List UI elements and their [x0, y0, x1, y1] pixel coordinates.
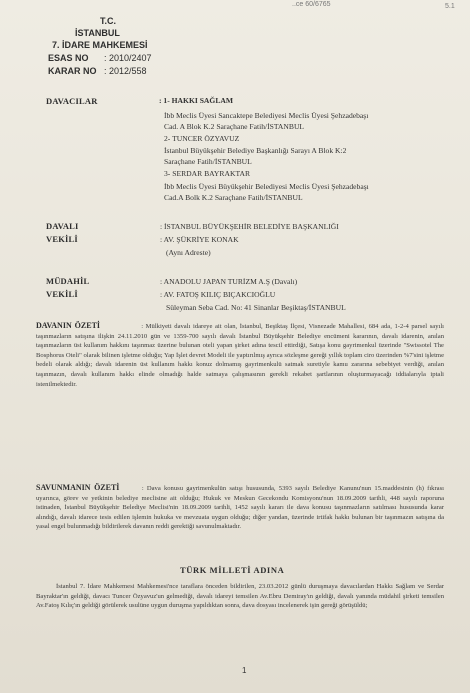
defendant-label: DAVALI — [46, 221, 79, 231]
intervener-counsel-label: VEKİLİ — [46, 289, 78, 299]
case-summary-text: : Mülkiyeti davalı idareye ait olan, İstanbul, Beşiktaş İlçesi, Visnezade Mahallesi, 684 ada, 1-2-4 parsel sayılı taşınmazların satışına ilişkin 24.11.2010 gün ve 1359-700 sayılı davalı İstanbul Büyükşehir Belediye encümeni kararının, davalı idarenin, anılan taşınmazların üst kullanım hakkını taşınmaz üzerine bulunan oteli yapan şirket adına tescil ettirdiği, Satışa konu gayrimenkul üzerinde "Swissotel The Bosphorus Oteli" olarak bilinen işletme olduğu; Yap İşlet devret Modeli ile yaptırılmış ayrıca sözleşme gereği yıllık toplam ciro üzerinden %7'sini işletme bedeli olarak aldığı; davalı idarenin üst kullanım hakkı konuz dolmamış gayrimenkulü satmak suretiyle kamu zararına sebebiyet verdiği, anılan taşınmazın, davalı kullanım hakkı elinde olmadığı halde satmaya çalışmasının gerekli rekabet şartlarının oluşturmayacağı iddialarıyla iptali istenilmektedir. — [36, 323, 444, 388]
intervener-label: MÜDAHİL — [46, 276, 90, 286]
intervener-counsel-address: Süleyman Seba Cad. No: 41 Sinanlar Beşiktaş/İSTANBUL — [166, 303, 346, 312]
defendant-counsel-name: : AV. ŞÜKRİYE KONAK — [160, 235, 239, 244]
karar-label: KARAR NO — [48, 66, 97, 76]
defendant-counsel-label: VEKİLİ — [46, 234, 78, 244]
header-court: 7. İDARE MAHKEMESİ — [52, 40, 148, 50]
defendant-name: : İSTANBUL BÜYÜKŞEHİR BELEDİYE BAŞKANLIĞI — [160, 222, 339, 231]
plaintiffs-label: DAVACILAR — [46, 96, 98, 106]
page-number: 1 — [242, 666, 247, 675]
esas-value: : 2010/2407 — [104, 53, 152, 63]
case-summary — [36, 321, 444, 389]
plaintiff-3-address-2: Cad.A Bolk K.2 Saraçhane Fatih/İSTANBUL — [164, 193, 303, 202]
verdict-text: İstanbul 7. İdare Mahkemesi Mahkemesi'nce taraflara önceden bildirilen, 23.03.2012 günlü duruşmaya davacılardan Hakkı Sağlam ve Serdar Bayraktar'ın geldiği, davacı Tuncer Özyavuz'un gelmediği, davalı idareyi temsilen Av.Ebru Demiray'ın geldiği, davalı yanında müdahil şirketi temsilen Av.Fatoş Kılıç'ın geldiği görülerek usulüne uygun duruşma yapıldıktan sonra, dava dosyası incelenerek işin gereği görüşüldü; — [36, 583, 444, 610]
document-id: ..ce 60/6765 — [292, 1, 331, 8]
header-city: İSTANBUL — [75, 28, 120, 38]
intervener-name: : ANADOLU JAPAN TURİZM A.Ş (Davalı) — [160, 277, 298, 286]
defense-summary — [36, 483, 444, 532]
corner-mark: 5.1 — [445, 3, 455, 10]
plaintiff-2-name: 2- TUNCER ÖZYAVUZ — [164, 134, 240, 143]
plaintiff-3-name: 3- SERDAR BAYRAKTAR — [164, 169, 251, 178]
defense-summary-text: : Dava konusu gayrimenkulün satışı hususunda, 5393 sayılı Belediye Kanunu'nun 15.maddesinin (h) fıkrası uyarınca, görev ve yetkinin belediye meclisine ait olduğu; Hukuk ve Meskun Gecekondu Komisyonu'nun 18.09.2009 tarihli, 448 sayılı raporuna istinaden, İstanbul Büyükşehir Belediye Meclisi'nin 18.09.2009 tarihli, 1452 sayılı kararı ile dava konusu taşınmazların satılması hususunda karar alındığı, davalı idarece tesis edilen işlemin hukuka ve mevzuata uygun olduğu; diğer yandan, üzerinde irtifak hakkı bulunan bir taşınmazın satışına da yasal engel bulunmadığı bildirilerek davanın reddi gerektiği savunulmaktadır. — [36, 485, 444, 531]
karar-value: : 2012/558 — [104, 66, 147, 76]
verdict-title: TÜRK MİLLETİ ADINA — [180, 565, 285, 575]
plaintiff-1-address-2: Cad. A Blok K.2 Saraçhane Fatih/İSTANBUL — [164, 122, 305, 131]
esas-label: ESAS NO — [48, 53, 89, 63]
header-tc: T.C. — [100, 16, 117, 26]
intervener-counsel-name: : AV. FATOŞ KILIÇ BIÇAKCIOĞLU — [160, 290, 276, 299]
case-summary-label: DAVANIN ÖZETİ — [36, 321, 101, 330]
plaintiff-1-address: İbb Meclis Üyesi Sancaktepe Belediyesi Meclis Üyesi Şehzadebaşı — [164, 111, 369, 120]
defendant-counsel-note: (Aynı Adreste) — [166, 248, 211, 257]
plaintiff-2-address-2: Saraçhane Fatih/İSTANBUL — [164, 157, 252, 166]
plaintiff-1-name: : 1- HAKKI SAĞLAM — [159, 96, 234, 105]
defense-summary-label: SAVUNMANIN ÖZETİ — [36, 483, 120, 492]
plaintiff-3-address: İbb Meclis Üyesi Büyükşehir Belediyesi Meclis Üyesi Şehzadebaşı — [164, 182, 369, 191]
plaintiff-2-address: İstanbul Büyükşehir Belediye Başkanlığı Sarayı A Blok K:2 — [164, 146, 347, 155]
